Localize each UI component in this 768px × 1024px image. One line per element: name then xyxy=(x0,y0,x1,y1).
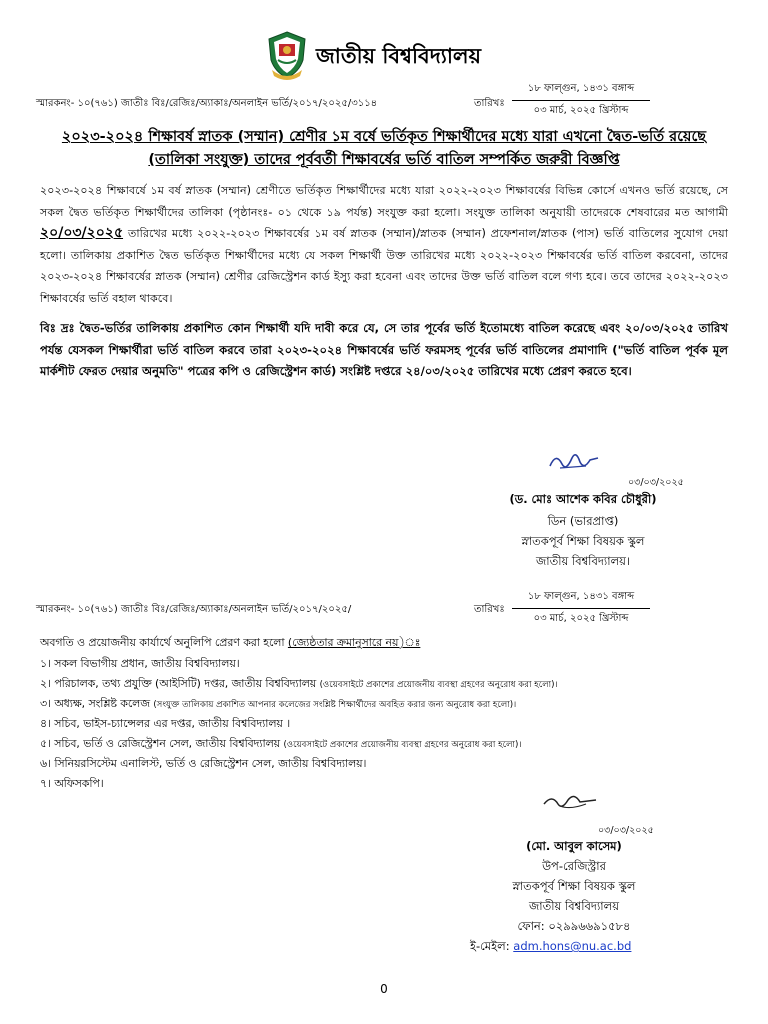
signature-2-date: ০৩/০৩/২০২৫ xyxy=(598,825,654,836)
copy-item-text: ৬। সিনিয়রসিস্টেম এনালিস্ট, ভর্তি ও রেজিস্ট্রেশন সেল, জাতীয় বিশ্ববিদ্যালয়। xyxy=(40,757,367,770)
copy-intro-underlined: (জ্যেষ্ঠতার ক্রমানুসারে নয়) xyxy=(287,636,421,649)
signatory-2-name: (মো. আবুল কাসেম) xyxy=(526,839,622,853)
signatory-2-office: স্নাতকপূর্ব শিক্ষা বিষয়ক স্কুল xyxy=(512,879,636,893)
signature-1 xyxy=(546,448,602,480)
signature-2 xyxy=(540,790,600,818)
email-link[interactable]: adm.hons@nu.ac.bd xyxy=(513,939,632,953)
date-bangla: ১৮ ফাল্গুন, ১৪৩১ বঙ্গাব্দ xyxy=(512,80,650,101)
body-text-part-1: ২০২৩-২০২৪ শিক্ষাবর্ষে ১ম বর্ষ স্নাতক (সম্মান) শ্রেণীতে ভর্তিকৃত শিক্ষার্থীদের মধ্যে যারা ২০২২-২০২৩ শিক্ষাবর্ষের বিভিন্ন কোর্সে এখনও ভর্তি রয়েছে, সে সকল দ্বৈত ভর্তিকৃত শিক্ষার্থীদের তালিকা (পৃষ্ঠানংঃ- ০১ থেকে ১৯ পর্যন্ত) সংযুক্ত করা হলো। সংযুক্ত তালিকা অনুযায়ী তাদেরকে শেষবারের মত আগামী xyxy=(40,184,728,219)
copy-item-text: ১। সকল বিভাগীয় প্রধান, জাতীয় বিশ্ববিদ্যালয়। xyxy=(40,657,240,670)
copy-list-item xyxy=(40,754,366,775)
signature-1-date: ০৩/০৩/২০২৫ xyxy=(628,477,684,488)
body-paragraph xyxy=(40,180,728,309)
date-label: তারিখঃ xyxy=(474,98,505,109)
copy-date-box xyxy=(512,588,650,628)
copy-item-text: ৩। অধ্যক্ষ, সংশ্লিষ্ট কলেজ xyxy=(40,697,154,710)
copy-item-text: ২। পরিচালক, তথ্য প্রযুক্তি (আইসিটি) দপ্তর, জাতীয় বিশ্ববিদ্যালয় xyxy=(40,677,320,690)
copy-memo-number: স্মারকনং- ১০(৭৬১) জাতীঃ বিঃ/রেজিঃ/অ্যাকাঃ/অনলাইন ভর্তি/২০১৭/২০২৫/ xyxy=(36,604,352,615)
copy-list-item xyxy=(40,734,521,755)
copy-item-note: (সংযুক্ত তালিকায় প্রকাশিত আপনার কলেজের সংশ্লিষ্ট শিক্ষার্থীদের অবহিত করার জন্য অনুরোধ করা হলো)। xyxy=(153,700,517,710)
signatory-2-title: উপ-রেজিস্ট্রার xyxy=(542,859,606,873)
copy-date-english: ০৩ মার্চ, ২০২৫ খ্রিস্টাব্দ xyxy=(533,613,629,624)
copy-item-text: ৫। সচিব, ভর্তি ও রেজিস্ট্রেশন সেল, জাতীয় বিশ্ববিদ্যালয় xyxy=(40,737,284,750)
copy-list-item xyxy=(40,774,104,795)
signatory-1-name: (ড. মোঃ আশেক কবির চৌধুরী) xyxy=(509,492,657,506)
page-number: 0 xyxy=(380,982,388,996)
signatory-2-org: জাতীয় বিশ্ববিদ্যালয় xyxy=(529,899,619,913)
copy-item-text: ৭। অফিসকপি। xyxy=(40,777,104,790)
university-name: জাতীয় বিশ্ববিদ্যালয় xyxy=(316,44,481,68)
deadline-date: ২০/০৩/২০২৫ xyxy=(40,225,124,241)
date-english: ০৩ মার্চ, ২০২৫ খ্রিস্টাব্দ xyxy=(533,105,629,116)
signatory-1-office: স্নাতকপূর্ব শিক্ষা বিষয়ক স্কুল xyxy=(521,534,645,548)
copy-list-item xyxy=(40,714,290,735)
copy-item-text: ৪। সচিব, ভাইস-চ্যান্সেলর এর দপ্তর, জাতীয় বিশ্ববিদ্যালয় । xyxy=(40,717,291,730)
copy-list-item xyxy=(40,674,558,695)
body-text-part-2: তারিখের মধ্যে ২০২২-২০২৩ শিক্ষাবর্ষের ১ম বর্ষ স্নাতক (সম্মান)/স্নাতক (সম্মান) প্রফেশনাল/স্নাতক (পাস) ভর্তি বাতিলের সুযোগ দেয়া হলো। তালিকায় প্রকাশিত দ্বৈত ভর্তিকৃত শিক্ষার্থীদের মধ্যে যে সকল শিক্ষার্থী উক্ত তারিখের মধ্যে ২০২২-২০২৩ শিক্ষাবর্ষের ভর্তি বাতিল করবেনা, তাদের ২০২৩-২০২৪ শিক্ষাবর্ষের স্নাতক (সম্মান) শ্রেণীর রেজিস্ট্রেশন কার্ড ইস্যু করা হবেনা এবং তাদের উক্ত ভর্তি বাতিল বলে গণ্য হবে। তবে তাদের ২০২২-২০২৩ শিক্ষাবর্ষের ভর্তি বহাল থাকবে। xyxy=(40,227,728,305)
copy-item-note: (ওয়েবসাইটে প্রকাশের প্রয়োজনীয় ব্যবস্থা গ্রহণের অনুরোধ করা হলো)। xyxy=(283,740,522,750)
copy-item-note: (ওয়েবসাইটে প্রকাশের প্রয়োজনীয় ব্যবস্থা গ্রহণের অনুরোধ করা হলো)। xyxy=(319,680,558,690)
signatory-1-org: জাতীয় বিশ্ববিদ্যালয়। xyxy=(535,554,631,568)
signatory-2-phone: ফোন: ০২৯৯৬৬৯১৫৮৪ xyxy=(517,919,631,933)
special-notice: বিঃ দ্রঃ দ্বৈত-ভর্তির তালিকায় প্রকাশিত কোন শিক্ষার্থী যদি দাবী করে যে, সে তার পূর্বের ভর্তি ইতোমধ্যে বাতিল করেছে এবং ২০/০৩/২০২৫ তারিখ পর্যন্ত যেসকল শিক্ষার্থীরা ভর্তি বাতিল করবে তারা ২০২৩-২০২৪ শিক্ষাবর্ষের ভর্তি ফরমসহ পূর্বের ভর্তি বাতিলের প্রমাণাদি ("ভর্তি বাতিল পূর্বক মূল মার্কশীট ফেরত দেয়ার অনুমতি" পত্রের কপি ও রেজিস্ট্রেশন কার্ড) সংশ্লিষ্ট দপ্তরে ২৪/০৩/২০২৫ তারিখের মধ্যে প্রেরণ করতে হবে। xyxy=(40,321,728,378)
copy-intro-text: অবগতি ও প্রয়োজনীয় কার্যার্থে অনুলিপি প্রেরণ করা হলো xyxy=(40,636,288,649)
title-line-2: (তালিকা সংযুক্ত) তাদের পূর্ববর্তী শিক্ষাবর্ষের ভর্তি বাতিল সম্পর্কিত জরুরী বিজ্ঞপ্তি xyxy=(148,152,620,168)
copy-list-item xyxy=(40,654,240,675)
signatory-1-title: ডিন (ভারপ্রাপ্ত) xyxy=(547,514,619,528)
title-line-1: ২০২৩-২০২৪ শিক্ষাবর্ষ স্নাতক (সম্মান) শ্রেণীর ১ম বর্ষে ভর্তিকৃত শিক্ষার্থীদের মধ্যে যারা এখনো দ্বৈত-ভর্তি রয়েছে xyxy=(61,129,707,145)
notice-title xyxy=(40,126,728,172)
signatory-2-email-row xyxy=(470,938,631,957)
university-logo xyxy=(266,30,308,80)
date-box xyxy=(512,80,650,120)
copy-intro xyxy=(40,634,420,653)
copy-date-label: তারিখঃ xyxy=(474,604,505,615)
copy-list-item xyxy=(40,694,516,715)
copy-date-bangla: ১৮ ফাল্গুন, ১৪৩১ বঙ্গাব্দ xyxy=(512,588,650,609)
email-label: ই-মেইল: xyxy=(470,939,514,953)
memo-number: স্মারকনং- ১০(৭৬১) জাতীঃ বিঃ/রেজিঃ/অ্যাকাঃ/অনলাইন ভর্তি/২০১৭/২০২৫/৩১১৪ xyxy=(36,98,378,109)
